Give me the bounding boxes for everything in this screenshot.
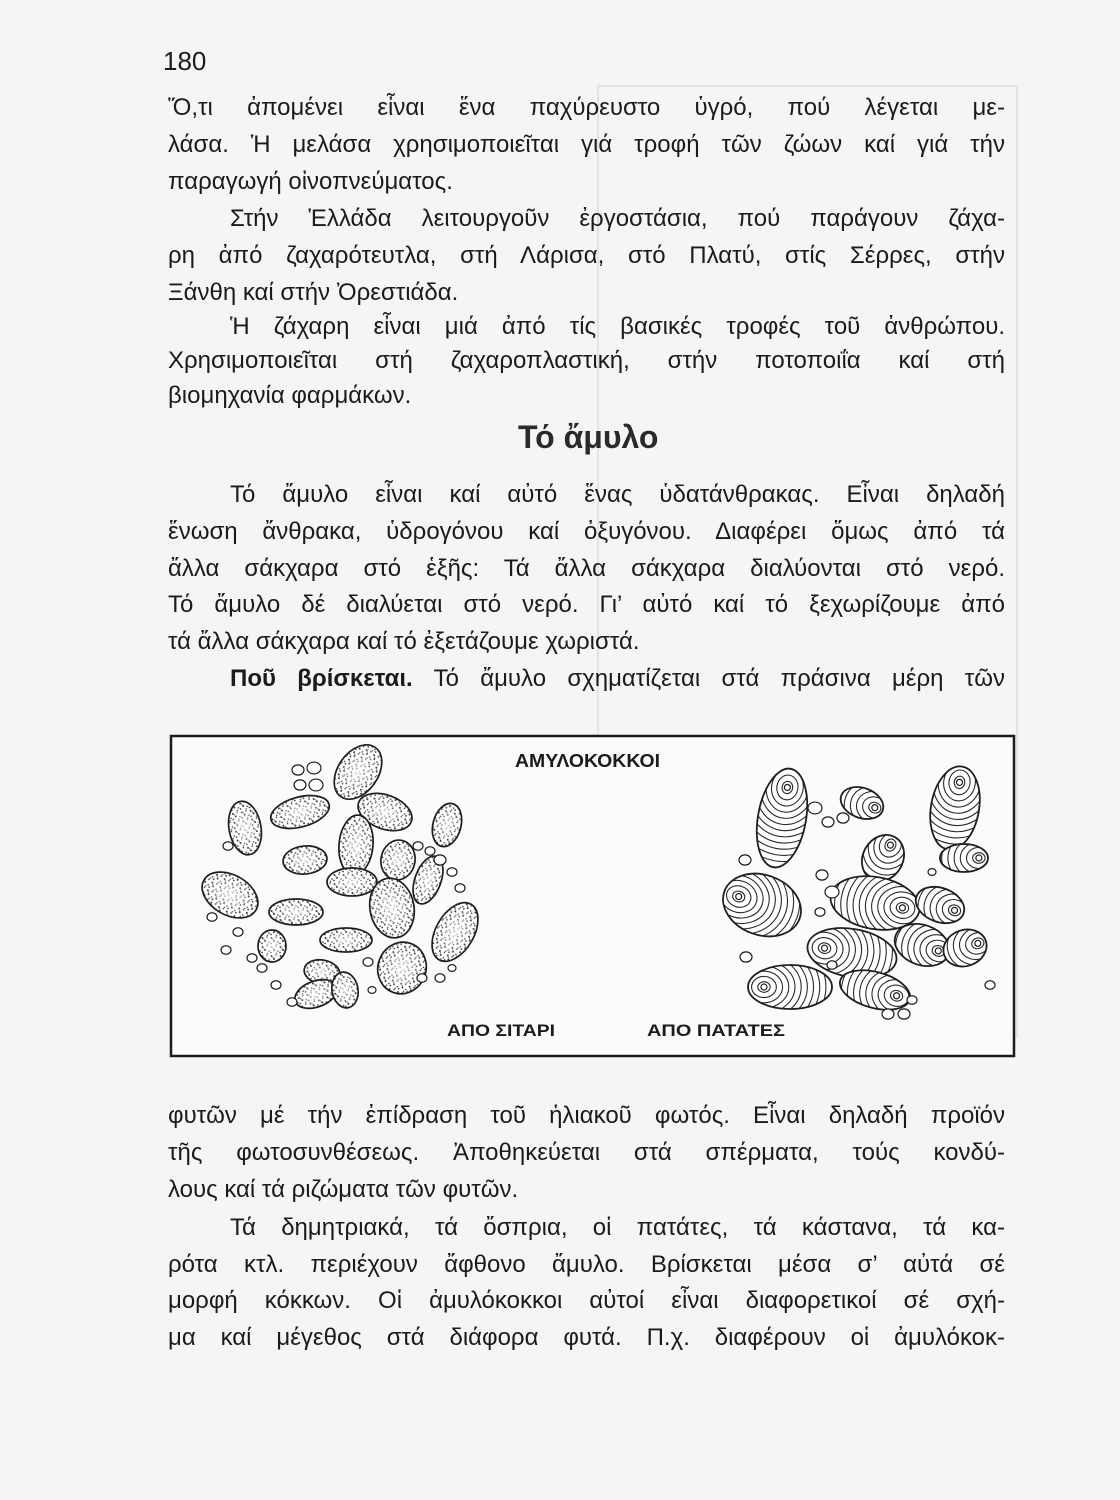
starch-granule-small (882, 1009, 894, 1019)
starch-granule-small (247, 954, 257, 963)
starch-granule-small (448, 965, 456, 972)
starch-granule-small (455, 884, 465, 893)
where-found-line (230, 660, 1005, 697)
body-text-line: μα καί μέγεθος στά διάφορα φυτά. Π.χ. διαφέρουν οἱ ἀμυλόκοκ- (168, 1324, 1005, 1351)
grain-highlight (332, 871, 372, 893)
starch-granule-small (413, 842, 423, 851)
starch-granule-small (837, 813, 849, 823)
grain-hilum (761, 984, 767, 990)
starch-granule-small (434, 855, 446, 865)
starch-granule-small (271, 981, 281, 990)
grain-highlight (274, 902, 317, 923)
starch-granule-small (822, 817, 834, 827)
grain-highlight (325, 930, 367, 949)
starch-granules-figure (168, 733, 1018, 1060)
grain-hilum (821, 945, 828, 952)
body-text-line: τῆς φωτοσυνθέσεως. Ἀποθηκεύεται στά σπέρματα, τούς κονδύ- (168, 1139, 1005, 1166)
body-text-line: παραγωγή οἰνοπνεύματος. (168, 168, 453, 195)
run-in-subheading: Ποῦ βρίσκεται. (230, 665, 413, 692)
body-text-line: Ξάνθη καί στήν Ὀρεστιάδα. (168, 279, 459, 306)
wheat-starch-grain (320, 928, 372, 952)
body-text-line: Τό ἄμυλο δέ διαλύεται στό νερό. Γι’ αὐτό καί τό ξεχωρίζουμε ἀπό (168, 591, 1005, 618)
starch-granule-small (292, 765, 304, 775)
body-text-line: Τό ἄμυλο εἶναι καί αὐτό ἕνας ὑδατάνθρακας. Εἶναι δηλαδή (230, 481, 1005, 508)
body-text-line: ἄλλα σάκχαρα στό ἑξῆς: Τά ἄλλα σάκχαρα διαλύονται στό νερό. (168, 555, 1005, 582)
body-text-line: ἕνωση ἄνθρακα, ὑδρογόνου καί ὀξυγόνου. Διαφέρει ὅμως ἀπό τά (168, 518, 1005, 545)
starch-granule-small (928, 869, 936, 876)
starch-granule-small (221, 946, 231, 955)
starch-granule-small (985, 981, 995, 990)
starch-granule-small (435, 974, 445, 983)
body-text-line: ρότα κτλ. περιέχουν ἄφθονο ἄμυλο. Βρίσκεται μέσα σ’ αὐτά σέ (168, 1251, 1005, 1278)
starch-granule-small (816, 870, 828, 880)
figure-title: ΑΜΥΛΟΚΟΚΚΟΙ (515, 751, 660, 771)
starch-granule-small (257, 964, 267, 973)
starch-granule-small (739, 855, 751, 865)
grain-highlight (261, 933, 283, 959)
body-text-line: Χρησιμοποιεῖται στή ζαχαροπλαστική, στήν ποτοποιΐα καί στή (168, 347, 1005, 374)
starch-granule-small (233, 928, 243, 937)
potato-caption: ΑΠΟ ΠΑΤΑΤΕΣ (647, 1021, 785, 1040)
body-text-line: τά ἄλλα σάκχαρα καί τό ἐξετάζουμε χωριστά. (168, 628, 640, 655)
wheat-caption: ΑΠΟ ΣΙΤΑΡΙ (447, 1021, 555, 1040)
body-text-line: μορφή κόκκων. Οἱ ἀμυλόκοκκοι αὐτοί εἶναι διαφορετικοί σέ σχή- (168, 1287, 1005, 1314)
starch-granule-small (363, 958, 373, 967)
starch-granule-small (907, 996, 917, 1005)
body-text-line: Στήν Ἑλλάδα λειτουργοῦν ἐργοστάσια, πού παράγουν ζάχα- (230, 205, 1005, 232)
starch-granule-small (425, 847, 435, 856)
starch-granule-small (294, 780, 306, 790)
section-heading: Τό ἄμυλο (518, 419, 659, 455)
body-text-line: φυτῶν μέ τήν ἐπίδραση τοῦ ἡλιακοῦ φωτός. Εἶναι δηλαδή προϊόν (168, 1102, 1005, 1129)
wheat-starch-grain (269, 899, 323, 925)
grain-hilum (784, 784, 791, 791)
body-text-line: λάσα. Ἡ μελάσα χρησιμοποιεῖται γιά τροφή τῶν ζώων καί γιά τήν (168, 131, 1005, 158)
page-number: 180 (163, 46, 207, 76)
starch-granule-small (825, 886, 839, 898)
where-found-text: Τό ἄμυλο σχηματίζεται στά πράσινα μέρη τῶν (433, 665, 1005, 692)
starch-granule-small (307, 762, 321, 774)
body-text-line: ρη ἀπό ζαχαρότευτλα, στή Λάρισα, στό Πλατύ, στίς Σέρρες, στήν (168, 242, 1005, 269)
body-text-line: Τά δημητριακά, τά ὄσπρια, οἱ πατάτες, τά κάστανα, τά κα- (230, 1214, 1005, 1241)
wheat-starch-grain (258, 930, 286, 962)
starch-granule-small (827, 961, 837, 970)
grain-hilum (956, 779, 963, 786)
starch-granule-small (223, 842, 233, 851)
starch-granule-small (417, 974, 427, 983)
grain-hilum (899, 904, 906, 911)
starch-granule-small (815, 908, 825, 917)
starch-granule-small (287, 998, 297, 1007)
body-text-line: Ἡ ζάχαρη εἶναι μιά ἀπό τίς βασικές τροφές τοῦ ἀνθρώπου. (230, 313, 1005, 340)
body-text-line: βιομηχανία φαρμάκων. (168, 382, 412, 409)
grain-hilum (976, 855, 982, 861)
starch-granule-small (808, 802, 822, 814)
wheat-starch-grain (327, 868, 377, 896)
body-text-line: Ὅ,τι ἀπομένει εἶναι ἕνα παχύρευστο ὑγρό, πού λέγεται με- (168, 94, 1005, 121)
body-text-line: λους καί τά ριζώματα τῶν φυτῶν. (168, 1176, 519, 1203)
starch-granule-small (740, 952, 752, 962)
starch-granule-small (309, 779, 323, 791)
starch-granule-small (207, 913, 217, 922)
starch-granule-small (447, 868, 457, 877)
starch-granule-small (898, 1009, 910, 1019)
starch-granule-small (368, 987, 376, 994)
